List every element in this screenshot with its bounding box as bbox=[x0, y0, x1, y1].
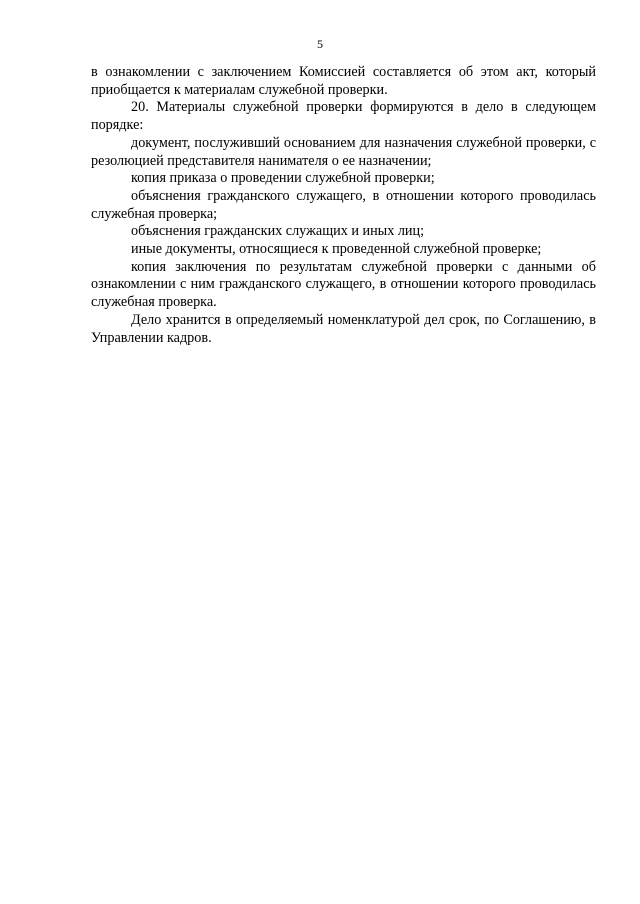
page-number: 5 bbox=[317, 37, 323, 51]
list-item-other-explanations: объяснения гражданских служащих и иных лиц; bbox=[131, 223, 425, 240]
list-item-order-copy: копия приказа о проведении служебной проверки; bbox=[131, 170, 435, 187]
list-item-conclusion-copy: копия заключения по результатам служебной проверки с данными об ознакомлении с ним гражданского служащего, в отношении которого проводилась служебная проверка. bbox=[91, 258, 596, 311]
paragraph-continuation: в ознакомлении с заключением Комиссией составляется об этом акт, который приобщается к материалам служебной проверки. bbox=[91, 64, 596, 98]
list-item-employee-explanation: объяснения гражданского служащего, в отношении которого проводилась служебная проверка; bbox=[91, 187, 596, 222]
paragraph-storage: Дело хранится в определяемый номенклатурой дел срок, по Соглашению, в Управлении кадров. bbox=[91, 311, 596, 346]
list-item-basis-document: документ, послуживший основанием для назначения служебной проверки, с резолюцией представителя нанимателя о ее назначении; bbox=[91, 134, 596, 169]
list-item-other-documents: иные документы, относящиеся к проведенной служебной проверке; bbox=[131, 241, 542, 258]
document-body bbox=[91, 64, 596, 347]
paragraph-item-20: 20. Материалы служебной проверки формируются в дело в следующем порядке: bbox=[91, 99, 596, 134]
